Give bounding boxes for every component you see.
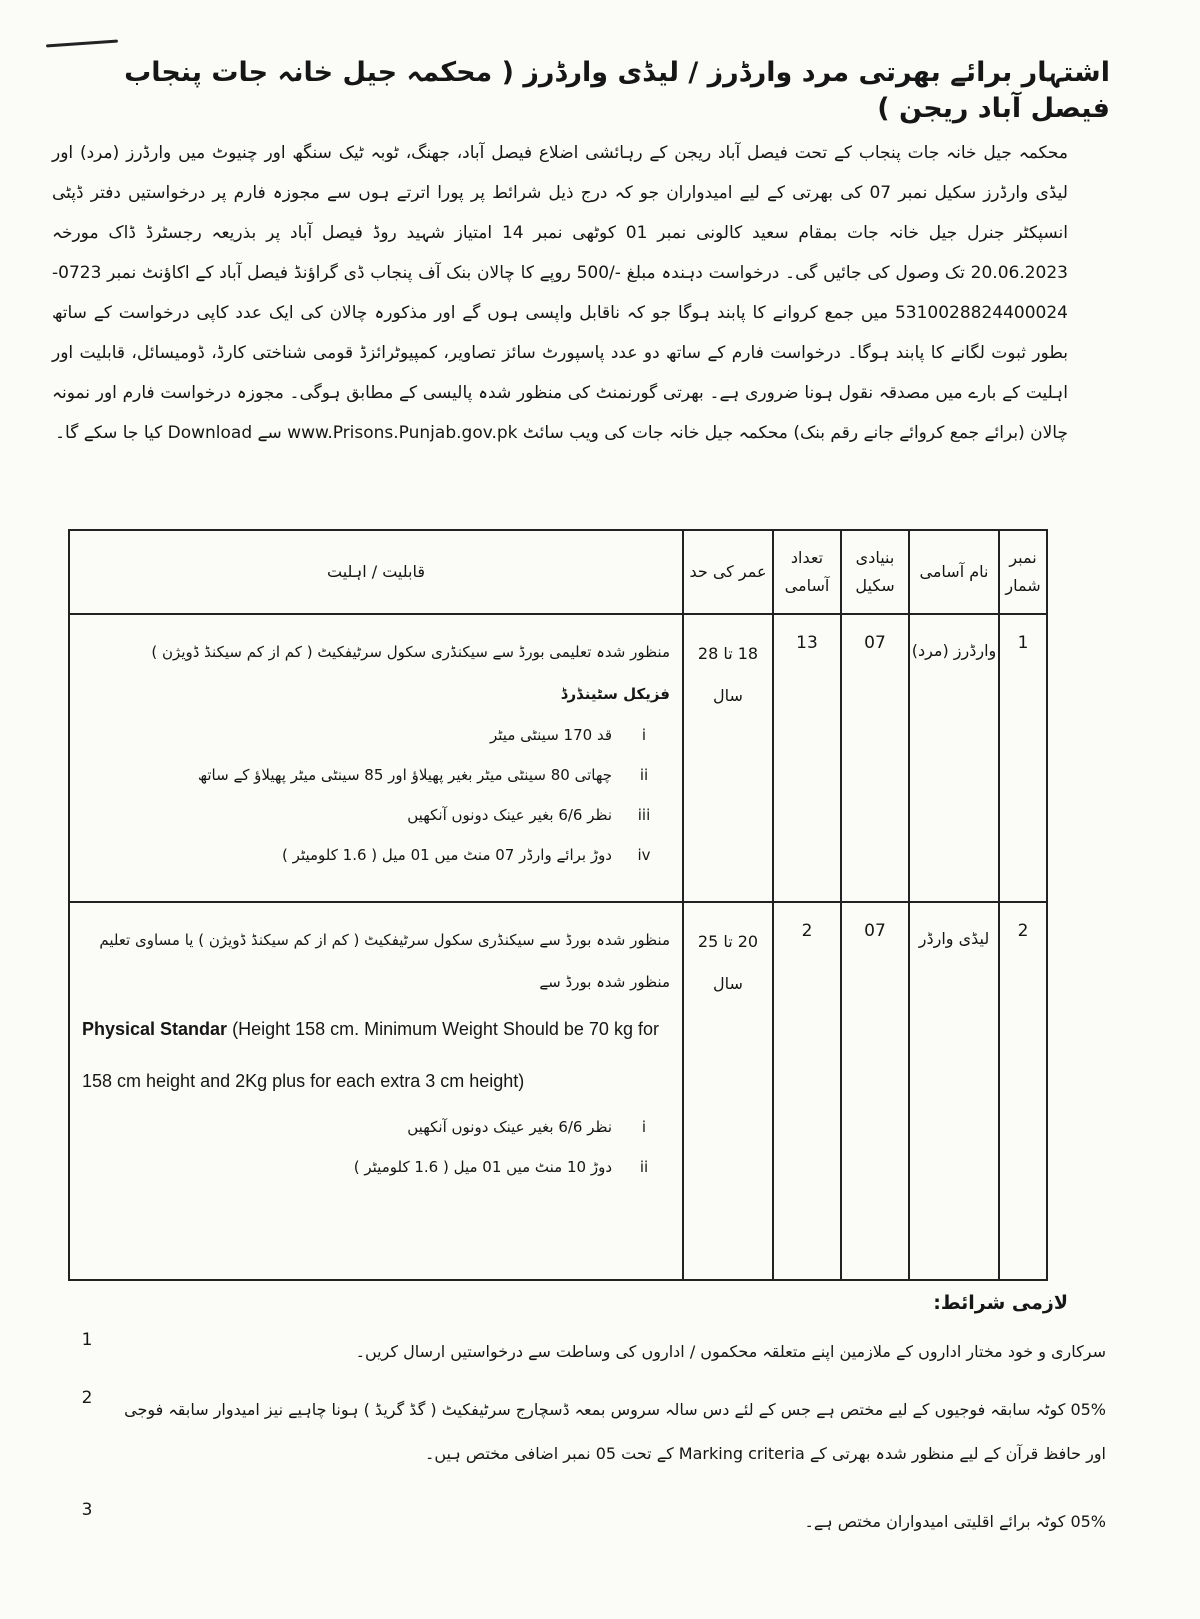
condition-item — [52, 1388, 1106, 1476]
item-number: ii — [639, 1158, 649, 1176]
item-text: دوڑ برائے وارڈر 07 منٹ میں 01 میل ( 1.6 کلومیٹر ) — [282, 846, 612, 864]
row1-serial: 1 — [999, 614, 1047, 902]
header-age: عمر کی حد — [683, 530, 773, 614]
condition-number: 3 — [81, 1500, 93, 1520]
conditions-heading: لازمی شرائط: — [933, 1292, 1068, 1314]
item-number: ii — [639, 766, 649, 784]
condition-item — [52, 1330, 1106, 1374]
header-serial: نمبر شمار — [999, 530, 1047, 614]
pen-mark — [46, 39, 118, 47]
item-number: iii — [637, 806, 651, 824]
row2-age: 20 تا 25 سال — [683, 902, 773, 1280]
row1-count: 13 — [773, 614, 841, 902]
row1-age: 18 تا 28 سال — [683, 614, 773, 902]
vacancy-table — [68, 529, 1048, 1281]
row2-physical-standard-en — [82, 1003, 670, 1107]
condition-text — [122, 1500, 1106, 1544]
list-item — [82, 755, 670, 795]
list-item — [82, 1147, 670, 1187]
condition-text — [122, 1388, 1106, 1476]
item-text: دوڑ 10 منٹ میں 01 میل ( 1.6 کلومیٹر ) — [353, 1158, 612, 1176]
physical-standard-text: (Height 158 cm. Minimum Weight Should be 70 kg for 158 cm height and 2Kg plus for each extra 3 cm height) — [82, 1019, 659, 1091]
item-number: i — [641, 1118, 647, 1136]
intro-text: محکمہ جیل خانہ جات پنجاب کے تحت فیصل آباد ریجن کے رہائشی اضلاع فیصل آباد، جھنگ، ٹوبہ ٹیک سنگھ اور چنیوٹ میں وارڈرز (مرد) اور لیڈی وارڈرز سکیل نمبر 07 کی بھرتی کے لیے امیدواران جو کہ درج ذیل شرائط پر پورا اترتے ہوں سے مجوزہ فارم پر درخواستیں دفتر ڈپٹی انسپکٹر جنرل جیل خانہ جات بمقام سعید کالونی نمبر 01 کوٹھی نمبر 14 امتیاز شہید روڈ فیصل آباد پر بذریعہ رجسٹرڈ ڈاک مورخہ 20.06.2023 تک وصول کی جائیں گی۔ درخواست دہندہ مبلغ -/500 روپے کا چالان بنک آف پنجاب ڈی گراؤنڈ فیصل آباد کے اکاؤنٹ نمبر 0723-5310028824400024 میں جمع کروانے کا پابند ہوگا جو کہ ناقابل واپسی ہوں گے اور مذکورہ چالان کی ایک عدد کاپی درخواست کے ساتھ بطور ثبوت لگانے کا پابند ہوگا۔ درخواست فارم کے ساتھ دو عدد پاسپورٹ سائز تصاویر، کمپیوٹرائزڈ قومی شناختی کارڈ، ڈومیسائل، قابلیت اور اہلیت کے بارے میں مصدقہ نقول ہونا ضروری ہے۔ بھرتی گورنمنٹ کی منظور شدہ پالیسی کے مطابق ہوگی۔ مجوزہ درخواست فارم اور نمونہ چالان (برائے جمع کروائے جانے رقم بنک) محکمہ جیل خانہ جات کی ویب سائٹ www.Prisons.Punjab.gov.pk سے Download کیا جا سکے گا۔ — [52, 143, 1068, 443]
list-item — [82, 715, 670, 755]
intro-paragraph — [52, 133, 1068, 453]
row2-post: لیڈی وارڈر — [909, 902, 999, 1280]
row1-scale: 07 — [841, 614, 909, 902]
row2-serial: 2 — [999, 902, 1047, 1280]
page-title: اشتہار برائے بھرتی مرد وارڈرز / لیڈی وارڈرز ( محکمہ جیل خانہ جات پنجاب فیصل آباد ریجن ) — [124, 57, 1110, 124]
table-row — [69, 614, 1047, 902]
item-number: iv — [637, 846, 651, 864]
list-item — [82, 835, 670, 875]
item-text: نظر 6/6 بغیر عینک دونوں آنکھیں — [407, 1118, 612, 1136]
row1-post: وارڈرز (مرد) — [909, 614, 999, 902]
list-item — [82, 1107, 670, 1147]
list-item — [82, 795, 670, 835]
row2-qualification — [69, 902, 683, 1280]
item-text: نظر 6/6 بغیر عینک دونوں آنکھیں — [407, 806, 612, 824]
condition-text-1: سرکاری و خود مختار اداروں کے ملازمین اپنے متعلقہ محکموں / اداروں کی وساطت سے درخواستیں ارسال کریں۔ — [355, 1342, 1106, 1361]
row1-qual-main: منظور شدہ تعلیمی بورڈ سے سیکنڈری سکول سرٹیفکیٹ ( کم از کم سیکنڈ ڈویژن ) — [151, 643, 670, 661]
row2-qual-main: منظور شدہ بورڈ سے سیکنڈری سکول سرٹیفکیٹ ( کم از کم سیکنڈ ڈویژن ) یا مساوی تعلیم منظور شدہ بورڈ سے — [99, 931, 670, 991]
condition-text — [122, 1330, 1106, 1374]
item-number: i — [641, 726, 647, 744]
condition-number: 2 — [81, 1388, 93, 1408]
row2-scale: 07 — [841, 902, 909, 1280]
condition-text-3: 05% کوٹہ برائے اقلیتی امیدواران مختص ہے۔ — [804, 1512, 1106, 1531]
condition-text-2: 05% کوٹہ سابقہ فوجیوں کے لیے مختص ہے جس کے لئے دس سالہ سروس بمعہ ڈسچارج سرٹیفکیٹ ( گڈ گریڈ ) ہونا چاہیے نیز امیدوار سابقہ فوجی اور حافظ قرآن کے لیے منظور شدہ بھرتی کے Marking criteria کے تحت 05 نمبر اضافی مختص ہیں۔ — [124, 1400, 1106, 1463]
header-scale: بنیادی سکیل — [841, 530, 909, 614]
row1-qualification — [69, 614, 683, 902]
table-header-row — [69, 530, 1047, 614]
header-post: نام آسامی — [909, 530, 999, 614]
condition-item — [52, 1500, 1106, 1544]
item-text: چھاتی 80 سینٹی میٹر بغیر پھیلاؤ اور 85 سینٹی میٹر پھیلاؤ کے ساتھ — [197, 766, 612, 784]
table-row — [69, 902, 1047, 1280]
physical-standard-heading: Physical Standar — [82, 1019, 228, 1039]
row2-count: 2 — [773, 902, 841, 1280]
row1-physical-standard: فزیکل سٹینڈرڈ — [560, 685, 670, 703]
header-count: تعداد آسامی — [773, 530, 841, 614]
item-text: قد 170 سینٹی میٹر — [489, 726, 612, 744]
header-qualification: قابلیت / اہلیت — [69, 530, 683, 614]
condition-number: 1 — [81, 1330, 93, 1350]
